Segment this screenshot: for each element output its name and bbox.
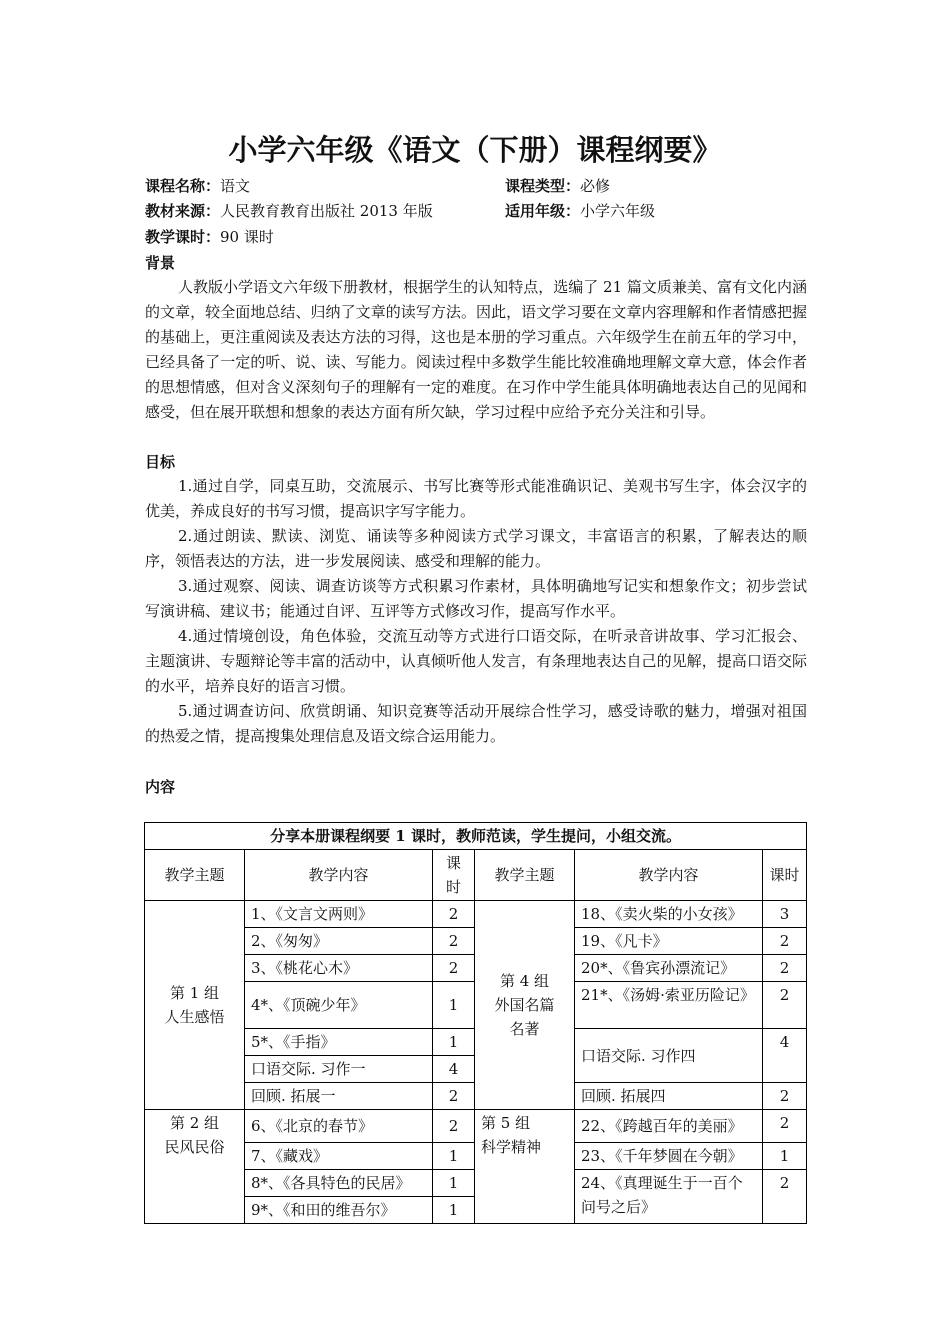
table-cell: 18、《卖火柴的小女孩》: [575, 901, 763, 928]
group-1-topic: 第 1 组 人生感悟: [145, 901, 245, 1110]
table-cell: 2: [763, 1170, 807, 1224]
background-paragraph: 人教版小学语文六年级下册教材，根据学生的认知特点，选编了 21 篇文质兼美、富有文化内涵的文章，较全面地总结、归纳了文章的读写方法。因此，语文学习要在文章内容理解和作者情感把握的基础上，更注重阅读及表达方法的习得，这也是本册的学习重点。六年级学生在前五年的学习中，已经具备了一定的听、说、读、写能力。阅读过程中多数学生能比较准确地理解文章大意，体会作者的思想情感，但对含义深刻句子的理解有一定的难度。在习作中学生能具体明确地表达自己的见闻和感受，但在展开联想和想象的表达方面有所欠缺，学习过程中应给予充分关注和引导。: [145, 278, 807, 421]
goal-item-4: 4.通过情境创设，角色体验，交流互动等方式进行口语交际，在听录音讲故事、学习汇报会、主题演讲、专题辩论等丰富的活动中，认真倾听他人发言，有条理地表达自己的见解，提高口语交际的水平，培养良好的语言习惯。: [145, 627, 807, 695]
table-cell: 2: [763, 1083, 807, 1110]
course-name-label: 课程名称：: [145, 177, 221, 195]
header-content: 教学内容: [245, 850, 433, 901]
table-cell: 21*、《汤姆·索亚历险记》: [575, 982, 763, 1029]
table-cell: 6、《北京的春节》: [245, 1110, 433, 1143]
table-cell: 1: [433, 1143, 475, 1170]
table-cell: 2: [433, 955, 475, 982]
table-banner: 分享本册课程纲要 1 课时，教师范读，学生提问，小组交流。: [145, 823, 807, 850]
table-cell: 2: [763, 982, 807, 1029]
hours-value: 90 课时: [220, 228, 274, 246]
table-cell: 口语交际. 习作四: [575, 1029, 763, 1083]
teaching-hours: [145, 225, 274, 249]
table-cell: 回顾. 拓展四: [575, 1083, 763, 1110]
table-cell: 2: [433, 928, 475, 955]
table-cell: 2: [433, 1110, 475, 1143]
group-2-topic: 第 2 组 民风民俗: [145, 1110, 245, 1224]
hours-label: 教学课时：: [145, 228, 221, 246]
table-cell: 22、《跨越百年的美丽》: [575, 1110, 763, 1143]
table-cell: 1: [763, 1143, 807, 1170]
table-cell: 23、《千年梦圆在今朝》: [575, 1143, 763, 1170]
course-type-value: 必修: [580, 177, 611, 195]
goal-item-3: 3.通过观察、阅读、调查访谈等方式积累习作素材，具体明确地写记实和想象作文；初步尝试写演讲稿、建议书；能通过自评、互评等方式修改习作，提高写作水平。: [145, 577, 807, 620]
grade-label: 适用年级：: [505, 202, 581, 220]
goal-item-5: 5.通过调查访问、欣赏朗诵、知识竞赛等活动开展综合性学习，感受诗歌的魅力，增强对祖国的热爱之情，提高搜集处理信息及语文综合运用能力。: [145, 702, 807, 745]
table-cell: 2: [763, 928, 807, 955]
goal-item-2: 2.通过朗读、默读、浏览、诵读等多种阅读方式学习课文，丰富语言的积累，了解表达的顺序，领悟表达的方法，进一步发展阅读、感受和理解的能力。: [145, 527, 807, 570]
table-cell: 2、《匆匆》: [245, 928, 433, 955]
content-heading: 内容: [145, 778, 176, 796]
header-content: 教学内容: [575, 850, 763, 901]
course-name: [145, 174, 250, 198]
table-cell: 1: [433, 1197, 475, 1224]
table-cell: 2: [433, 1083, 475, 1110]
course-type-label: 课程类型：: [505, 177, 581, 195]
background-heading: 背景: [145, 254, 176, 272]
course-name-value: 语文: [220, 177, 251, 195]
group-5-topic: 第 5 组 科学精神: [475, 1110, 575, 1224]
table-cell: 5*、《手指》: [245, 1029, 433, 1056]
grade-value: 小学六年级: [580, 202, 656, 220]
table-cell: 1: [433, 1170, 475, 1197]
header-hours: 课时: [433, 850, 475, 901]
syllabus-table: [144, 822, 807, 1224]
table-cell: 2: [763, 1110, 807, 1143]
table-cell: 1、《文言文两则》: [245, 901, 433, 928]
table-cell: 3、《桃花心木》: [245, 955, 433, 982]
header-topic: 教学主题: [475, 850, 575, 901]
table-cell: 4: [433, 1056, 475, 1083]
textbook-value: 人民教育教育出版社 2013 年版: [220, 202, 433, 220]
header-hours: 课时: [763, 850, 807, 901]
course-type: [505, 174, 610, 198]
table-cell: 19、《凡卡》: [575, 928, 763, 955]
table-cell: 20*、《鲁宾孙漂流记》: [575, 955, 763, 982]
table-cell: 1: [433, 1029, 475, 1056]
table-cell: 4*、《顶碗少年》: [245, 982, 433, 1029]
table-cell: 7、《藏戏》: [245, 1143, 433, 1170]
applicable-grade: [505, 199, 655, 223]
table-cell: 8*、《各具特色的民居》: [245, 1170, 433, 1197]
table-cell: 1: [433, 982, 475, 1029]
table-cell: 24、《真理诞生于一百个问号之后》: [575, 1170, 763, 1224]
header-topic: 教学主题: [145, 850, 245, 901]
textbook-label: 教材来源：: [145, 202, 221, 220]
textbook-source: [145, 199, 433, 223]
group-4-topic: 第 4 组 外国名篇 名著: [475, 901, 575, 1110]
table-cell: 回顾. 拓展一: [245, 1083, 433, 1110]
table-cell: 3: [763, 901, 807, 928]
document-title: 小学六年级《语文（下册）课程纲要》: [228, 133, 722, 167]
table-cell: 口语交际. 习作一: [245, 1056, 433, 1083]
table-cell: 4: [763, 1029, 807, 1083]
table-cell: 9*、《和田的维吾尔》: [245, 1197, 433, 1224]
goals-heading: 目标: [145, 453, 176, 471]
goal-item-1: 1.通过自学，同桌互助，交流展示、书写比赛等形式能准确识记、美观书写生字，体会汉字的优美，养成良好的书写习惯，提高识字写字能力。: [145, 477, 807, 520]
table-cell: 2: [763, 955, 807, 982]
table-cell: 2: [433, 901, 475, 928]
